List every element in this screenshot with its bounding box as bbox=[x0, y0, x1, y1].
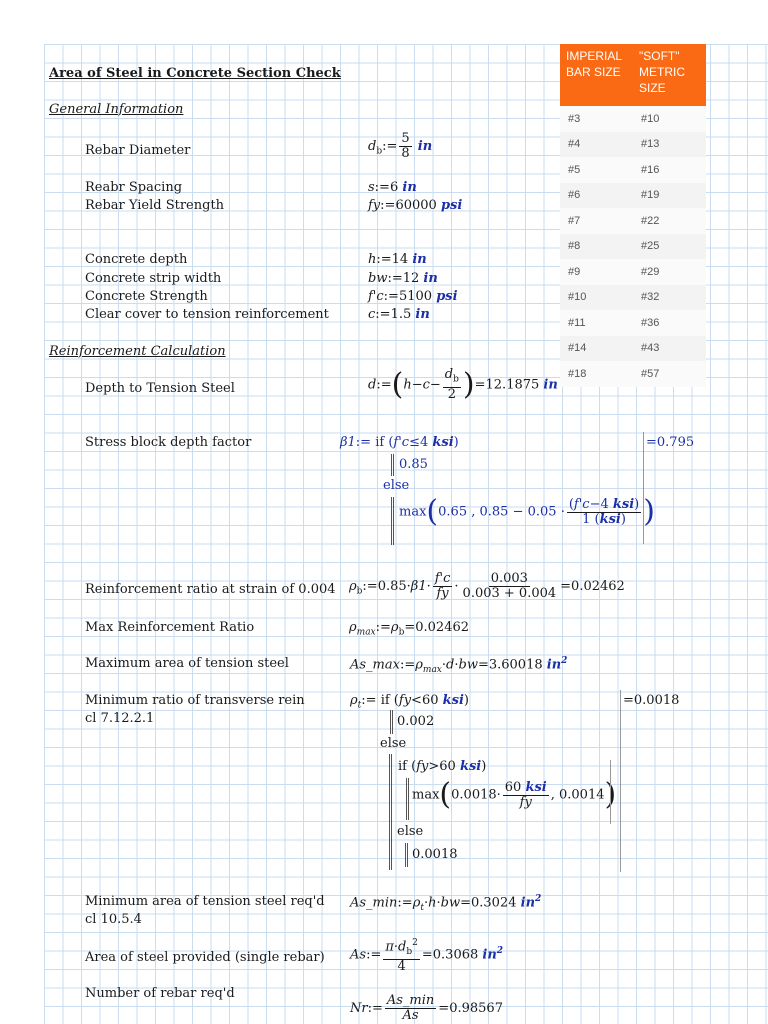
cell-imperial: #9 bbox=[568, 265, 581, 278]
bar-size-table bbox=[560, 44, 706, 387]
label-concrete-strength: Concrete Strength bbox=[85, 289, 208, 304]
rho-t-result-bar bbox=[620, 690, 621, 872]
label-as-provided: Area of steel provided (single rebar) bbox=[85, 950, 325, 965]
table-row bbox=[560, 285, 706, 311]
table-row bbox=[560, 234, 706, 260]
rho-t-else2-bar bbox=[405, 843, 406, 867]
label-as-max: Maximum area of tension steel bbox=[85, 656, 289, 671]
beta-then-bar bbox=[391, 454, 392, 476]
table-row bbox=[560, 336, 706, 362]
beta-else-bar2 bbox=[393, 497, 394, 545]
label-nr: Number of rebar req'd bbox=[85, 986, 235, 1001]
rho-t-then: 0.002 bbox=[397, 714, 435, 729]
page-title: Area of Steel in Concrete Section Check bbox=[49, 66, 341, 81]
formula-fc[interactable]: f'c:=5100 psi bbox=[368, 289, 458, 304]
beta-then-value: 0.85 bbox=[399, 457, 428, 472]
cell-imperial: #3 bbox=[568, 112, 581, 125]
formula-fy[interactable]: fy:=60000 psi bbox=[368, 198, 463, 213]
beta-else-expr: max(0.65 , 0.85 − 0.05 · $\frac{\text{(f'c−4 ksi)}}{\text{1 (ksi)}}$ ) bbox=[399, 494, 655, 529]
beta-result: =0.795 bbox=[646, 435, 695, 450]
rho-t-then-bar bbox=[390, 710, 391, 734]
formula-as-min[interactable]: $As\_\min:=\rho_t\cdot h\cdot bw=0.3024$ $in^2$ bbox=[350, 894, 542, 913]
rho-t-else: else bbox=[380, 736, 407, 751]
beta-else: else bbox=[383, 478, 410, 493]
formula-rho-t[interactable]: $\rho_t:=$ if (fy<60 ksi) bbox=[350, 693, 469, 711]
bar-size-table-header bbox=[560, 44, 706, 106]
formula-beta1[interactable]: β1:= if (f'c≤4 ksi) bbox=[340, 435, 459, 450]
cell-imperial: #4 bbox=[568, 138, 581, 151]
rho-t-then-bar2 bbox=[392, 710, 393, 734]
formula-nr[interactable]: Nr:= $\frac{As\_\min}{As}$ =0.98567 bbox=[350, 993, 503, 1023]
rho-t-else-bar2 bbox=[391, 754, 392, 870]
cell-metric: #19 bbox=[641, 189, 660, 202]
cell-metric: #16 bbox=[641, 163, 660, 176]
label-concrete-depth: Concrete depth bbox=[85, 252, 188, 267]
rho-t-max-expr: max(0.0018· $\frac{\text{60 ksi}}{fy}$ , 0.0014) bbox=[412, 777, 617, 812]
label-as-min-1: Minimum area of tension steel req'd bbox=[85, 894, 325, 909]
cell-imperial: #11 bbox=[568, 316, 586, 329]
cell-metric: #36 bbox=[641, 316, 660, 329]
cell-imperial: #18 bbox=[568, 367, 587, 380]
beta-result-bar bbox=[643, 432, 644, 544]
cell-imperial: #14 bbox=[568, 342, 587, 355]
cell-metric: #57 bbox=[641, 367, 660, 380]
section-general: General Information bbox=[49, 102, 184, 117]
label-as-min-2: cl 10.5.4 bbox=[85, 912, 142, 927]
beta-then-bar2 bbox=[393, 454, 394, 476]
formula-s[interactable]: s:=6 in bbox=[368, 180, 417, 195]
cell-imperial: #10 bbox=[568, 291, 587, 304]
table-row bbox=[560, 106, 706, 132]
label-rebar-yield: Rebar Yield Strength bbox=[85, 198, 225, 213]
formula-rho-b[interactable]: $\rho_b:=0.85\cdot\beta 1\cdot$ $\frac{f'c}{fy}$ · $\frac{0.003}{0.003 + 0.004}$ =0.02462 bbox=[349, 571, 625, 601]
cell-imperial: #5 bbox=[568, 163, 581, 176]
formula-bw[interactable]: bw:=12 in bbox=[368, 271, 438, 286]
label-rho-max: Max Reinforcement Ratio bbox=[85, 620, 255, 635]
rho-t-else-value: 0.0018 bbox=[412, 847, 458, 862]
formula-d[interactable]: d:=(h−c− $\frac{d_b}{2}$ )=12.1875 in bbox=[368, 366, 558, 402]
rho-t-if2-bar bbox=[610, 760, 611, 824]
table-row bbox=[560, 157, 706, 183]
label-stress-block: Stress block depth factor bbox=[85, 435, 252, 450]
label-concrete-width: Concrete strip width bbox=[85, 271, 222, 286]
header-imperial: IMPERIAL BAR SIZE bbox=[566, 49, 622, 79]
section-reinforcement: Reinforcement Calculation bbox=[49, 344, 226, 359]
beta-else-bar bbox=[391, 497, 392, 545]
label-rebar-spacing: Reabr Spacing bbox=[85, 180, 183, 195]
table-row bbox=[560, 183, 706, 209]
label-rebar-diameter: Rebar Diameter bbox=[85, 143, 191, 158]
label-rho-t-1: Minimum ratio of transverse rein bbox=[85, 693, 305, 708]
table-row bbox=[560, 310, 706, 336]
formula-as-max[interactable]: $As\_\max:=\rho_{max}\cdot d\cdot bw=3.60018$ $in^2$ bbox=[350, 656, 568, 675]
label-clear-cover: Clear cover to tension reinforcement bbox=[85, 307, 329, 322]
formula-rho-max[interactable]: $\rho_{max}:=\rho_b=0.02462$ bbox=[349, 620, 470, 638]
rho-t-else-bar bbox=[389, 754, 390, 870]
table-row bbox=[560, 259, 706, 285]
cell-imperial: #6 bbox=[568, 189, 581, 202]
rho-t-result: =0.0018 bbox=[623, 693, 680, 708]
formula-c[interactable]: c:=1.5 in bbox=[368, 307, 430, 322]
cell-imperial: #8 bbox=[568, 240, 581, 253]
cell-metric: #10 bbox=[641, 112, 660, 125]
rho-t-max-bar2 bbox=[408, 778, 409, 820]
formula-h[interactable]: h:=14 in bbox=[368, 252, 427, 267]
table-row bbox=[560, 132, 706, 158]
rho-t-else2-bar2 bbox=[407, 843, 408, 867]
formula-as-provided[interactable]: As:= $\frac{\pi\cdot d_b^2}{4}$ =0.3068 $in^2$ bbox=[350, 938, 504, 974]
header-metric: "SOFT" METRIC SIZE bbox=[639, 49, 685, 95]
rho-t-max-bar bbox=[406, 778, 407, 820]
table-row bbox=[560, 361, 706, 387]
formula-db[interactable]: $d_b:=$ $\frac{5}{8}$ in bbox=[368, 131, 433, 161]
cell-metric: #22 bbox=[641, 214, 660, 227]
rho-t-else2: else bbox=[397, 824, 424, 839]
label-depth-tension: Depth to Tension Steel bbox=[85, 381, 235, 396]
table-row bbox=[560, 208, 706, 234]
label-rho-t-2: cl 7.12.2.1 bbox=[85, 711, 155, 726]
cell-metric: #29 bbox=[641, 265, 660, 278]
cell-metric: #32 bbox=[641, 291, 660, 304]
label-rho-b: Reinforcement ratio at strain of 0.004 bbox=[85, 582, 336, 597]
cell-imperial: #7 bbox=[568, 214, 581, 227]
rho-t-if2: if (fy>60 ksi) bbox=[398, 759, 487, 774]
cell-metric: #13 bbox=[641, 138, 660, 151]
cell-metric: #25 bbox=[641, 240, 660, 253]
cell-metric: #43 bbox=[641, 342, 660, 355]
